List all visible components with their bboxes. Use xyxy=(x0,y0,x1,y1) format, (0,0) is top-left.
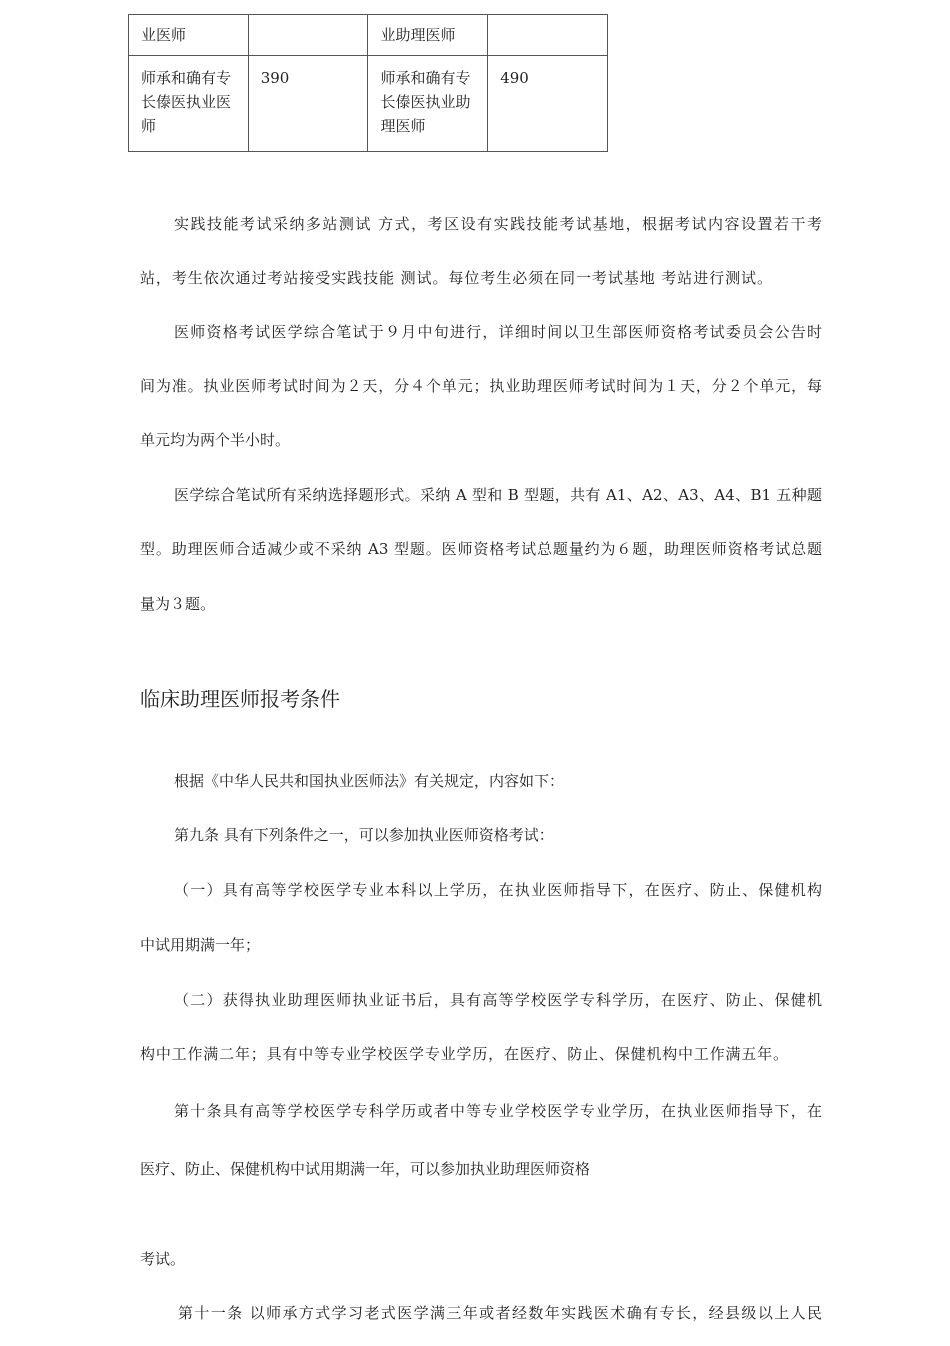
article-10-end: 考试。 xyxy=(140,1250,186,1268)
table-cell xyxy=(488,15,608,56)
table-cell: 390 xyxy=(248,56,368,152)
paragraph-line: 站，考生依次通过考站接受实践技能 测试。每位考生必须在同一考试基地 考站进行测试。 xyxy=(140,269,772,287)
paragraph-line: 医师资格考试医学综合笔试于９月中旬进行，详细时间以卫生部医师资格考试委员会公告时 xyxy=(174,323,822,341)
table-cell: 师承和确有专长傣医执业助理医师 xyxy=(368,56,488,152)
paragraph-line: 医学综合笔试所有采纳选择题形式。采纳 A 型和 B 型题，共有 A1、A2、A3、A4、B1 五种题 xyxy=(174,486,822,504)
article-item-1-cont: 中试用期满一年； xyxy=(140,936,261,954)
table-cell xyxy=(248,15,368,56)
paragraph-line: 间为准。执业医师考试时间为２天，分４个单元；执业助理医师考试时间为１天，分２个单元，每 xyxy=(140,377,822,395)
table-cell: 师承和确有专长傣医执业医师 xyxy=(129,56,249,152)
paragraph-line: 单元均为两个半小时。 xyxy=(140,431,291,449)
article-9: 第九条 具有下列条件之一，可以参加执业医师资格考试： xyxy=(174,826,554,844)
article-10: 第十条具有高等学校医学专科学历或者中等专业学校医学专业学历，在执业医师指导下，在 xyxy=(174,1102,822,1120)
article-10-cont: 医疗、防止、保健机构中试用期满一年，可以参加执业助理医师资格 xyxy=(140,1160,591,1178)
law-intro: 根据《中华人民共和国执业医师法》有关规定，内容如下： xyxy=(174,772,565,790)
table-cell: 490 xyxy=(488,56,608,152)
section-heading: 临床助理医师报考条件 xyxy=(140,687,340,711)
table-row xyxy=(129,56,608,152)
exam-fee-table xyxy=(128,14,608,152)
article-item-1: （一）具有高等学校医学专业本科以上学历，在执业医师指导下，在医疗、防止、保健机构 xyxy=(174,881,822,899)
article-item-2-cont: 构中工作满二年；具有中等专业学校医学专业学历，在医疗、防止、保健机构中工作满五年。 xyxy=(140,1045,788,1063)
article-11: 第十一条 以师承方式学习老式医学满三年或者经数年实践医术确有专长，经县级以上人民 xyxy=(178,1304,822,1322)
article-item-2: （二）获得执业助理医师执业证书后，具有高等学校医学专科学历，在医疗、防止、保健机 xyxy=(174,991,822,1009)
paragraph-line: 实践技能考试采纳多站测试 方式，考区设有实践技能考试基地，根据考试内容设置若干考 xyxy=(174,215,822,233)
table-cell: 业助理医师 xyxy=(368,15,488,56)
table-row xyxy=(129,15,608,56)
paragraph-line: 型。助理医师合适减少或不采纳 A3 型题。医师资格考试总题量约为６题，助理医师资格考试总题 xyxy=(140,540,822,558)
table-cell: 业医师 xyxy=(129,15,249,56)
paragraph-line: 量为３题。 xyxy=(140,595,216,613)
